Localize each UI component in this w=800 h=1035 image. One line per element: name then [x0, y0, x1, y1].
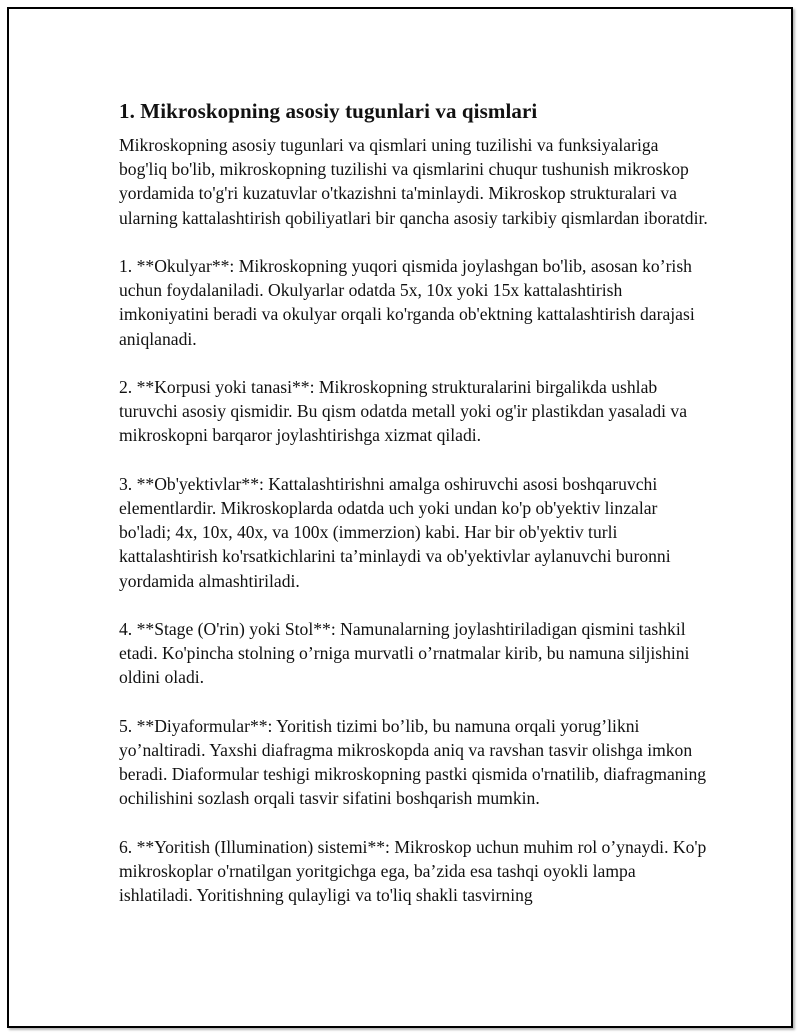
document-page — [7, 7, 793, 1028]
paragraph-stage: 4. **Stage (O'rin) yoki Stol**: Namunalarning joylashtiriladigan qismini tashkil etadi. Ko'pincha stolning o’rniga murvatli o’rnatmalar kirib, bu namuna siljishini oldini oladi. — [119, 619, 690, 688]
paragraph-korpus: 2. **Korpusi yoki tanasi**: Mikroskopning strukturalarini birgalikda ushlab turuvchi asosiy qismidir. Bu qism odatda metall yoki og'ir plastikdan yasaladi va mikroskopni barqaror joylashtirishga xizmat qiladi. — [119, 377, 688, 446]
paragraph-okulyar: 1. **Okulyar**: Mikroskopning yuqori qismida joylashgan bo'lib, asosan ko’rish uchun foydalaniladi. Okulyarlar odatda 5x, 10x yoki 15x kattalashtirish imkoniyatini beradi va okulyar orqali ko'rganda ob'ektning kattalashtirish darajasi aniqlanadi. — [119, 256, 695, 349]
intro-paragraph: Mikroskopning asosiy tugunlari va qismlari uning tuzilishi va funksiyalariga bog'liq bo'lib, mikroskopning tuzilishi va qismlarini chuqur tushunish mikroskop yordamida to'g'ri kuzatuvlar o'tkazishni ta'minlaydi. Mikroskop strukturalari va ularning kattalashtirish qobiliyatlari bir qancha asosiy tarkibiy qismlardan iboratdir. — [119, 135, 708, 228]
paragraph-obyektivlar: 3. **Ob'yektivlar**: Kattalashtirishni amalga oshiruvchi asosi boshqaruvchi elementlardir. Mikroskoplarda odatda uch yoki undan ko'p ob'yektiv linzalar bo'ladi; 4x, 10x, 40x, va 100x (immerzion) kabi. Har bir ob'yektiv turli kattalashtirish ko'rsatkichlarini ta’minlaydi va ob'yektivlar aylanuvchi buronni yordamida almashtiriladi. — [119, 473, 671, 591]
paragraph-yoritish: 6. **Yoritish (Illumination) sistemi**: Mikroskop uchun muhim rol o’ynaydi. Ko'p mikroskoplar o'rnatilgan yoritgichga ega, ba’zida esa tashqi oyokli lampa ishlatiladi. Yoritishning qulayligi va to'liq shakli tasvirning — [119, 836, 707, 906]
document-body — [119, 96, 709, 932]
paragraph-diyaformular: 5. **Diyaformular**: Yoritish tizimi bo’lib, bu namuna orqali yorug’likni yo’naltiradi. Yaxshi diafragma mikroskopda aniq va ravshan tasvir olishga imkon beradi. Diaformular teshigi mikroskopning pastki qismida o'rnatilib, diafragmaning ochilishini sozlash orqali tasvir sifatini boshqarish mumkin. — [119, 715, 707, 809]
section-heading: 1. Mikroskopning asosiy tugunlari va qismlari — [119, 99, 538, 123]
